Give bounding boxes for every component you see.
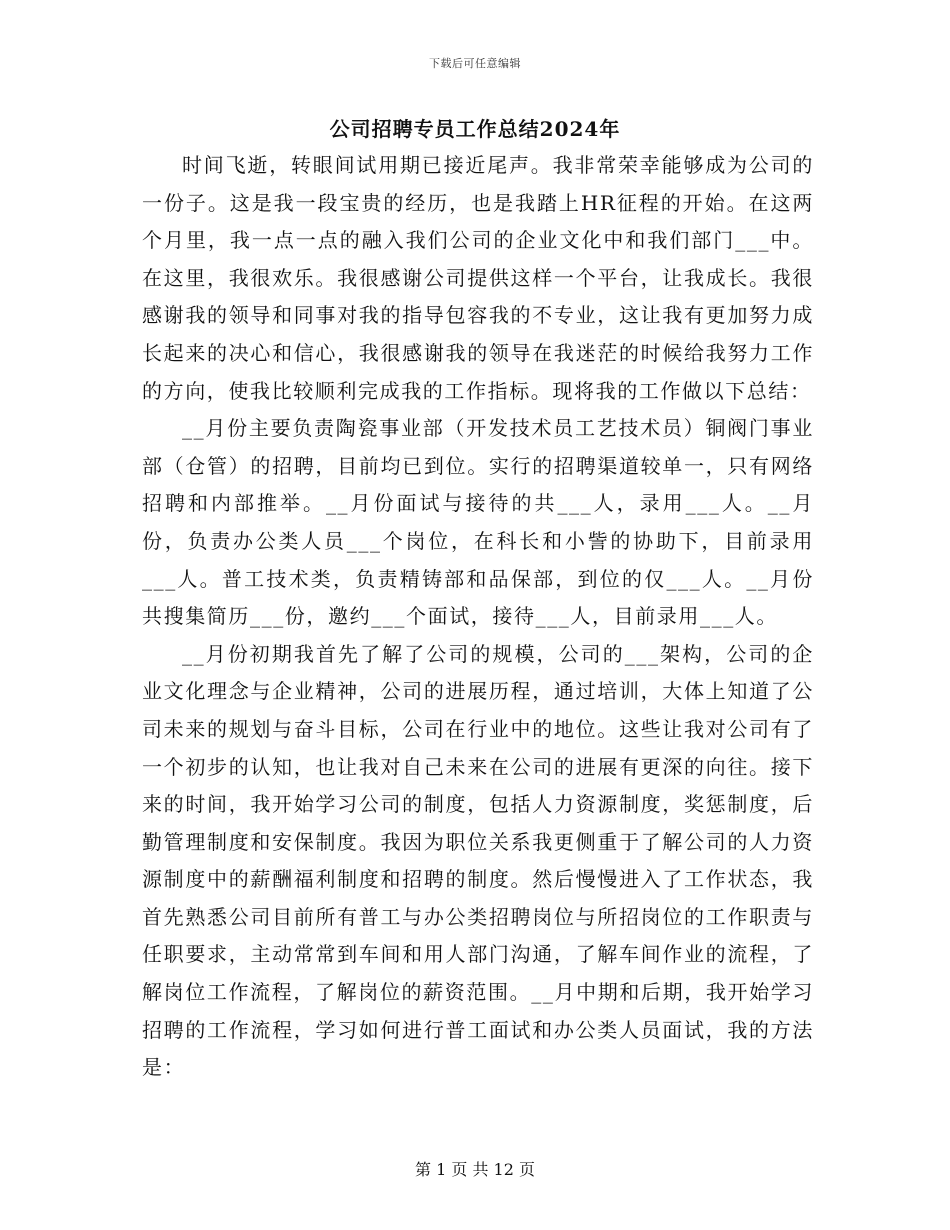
paragraph-recruitment-stats: __月份主要负责陶瓷事业部（开发技术员工艺技术员）铜阀门事业部（仓管）的招聘，目前均已到位。实行的招聘渠道较单一，只有网络招聘和内部推举。__月份面试与接待的共___人，录用___人。__月份，负责办公类人员___个岗位，在科长和小訾的协助下，目前录用___人。普工技术类，负责精铸部和品保部，到位的仅___人。__月份共搜集简历___份，邀约___个面试，接待___人，目前录用___人。 [142,416,814,629]
paragraph-learning-process: __月份初期我首先了解了公司的规模，公司的___架构，公司的企业文化理念与企业精神，公司的进展历程，通过培训，大体上知道了公司未来的规划与奋斗目标，公司在行业中的地位。这些让我对公司有了一个初步的认知，也让我对自己未来在公司的进展有更深的向往。接下来的时间，我开始学习公司的制度，包括人力资源制度，奖惩制度，后勤管理制度和安保制度。我因为职位关系我更侧重于了解公司的人力资源制度中的薪酬福利制度和招聘的制度。然后慢慢进入了工作状态，我首先熟悉公司目前所有普工与办公类招聘岗位与所招岗位的工作职责与任职要求，主动常常到车间和用人部门沟通，了解车间作业的流程，了解岗位工作流程，了解岗位的薪资范围。__月中期和后期，我开始学习招聘的工作流程，学习如何进行普工面试和办公类人员面试，我的方法是： [142,641,814,1080]
document-body [142,147,814,1087]
header-note: 下载后可任意编辑 [429,57,521,70]
paragraph-intro: 时间飞逝，转眼间试用期已接近尾声。我非常荣幸能够成为公司的一份子。这是我一段宝贵的经历，也是我踏上HR征程的开始。在这两个月里，我一点一点的融入我们公司的企业文化中和我们部门___中。在这里，我很欢乐。我很感谢公司提供这样一个平台，让我成长。我很感谢我的领导和同事对我的指导包容我的不专业，这让我有更加努力成长起来的决心和信心，我很感谢我的领导在我迷茫的时候给我努力工作的方向，使我比较顺利完成我的工作指标。现将我的工作做以下总结： [142,153,814,403]
page-number: 第 1 页 共 12 页 [415,1160,535,1179]
document-title: 公司招聘专员工作总结2024年 [329,117,621,141]
